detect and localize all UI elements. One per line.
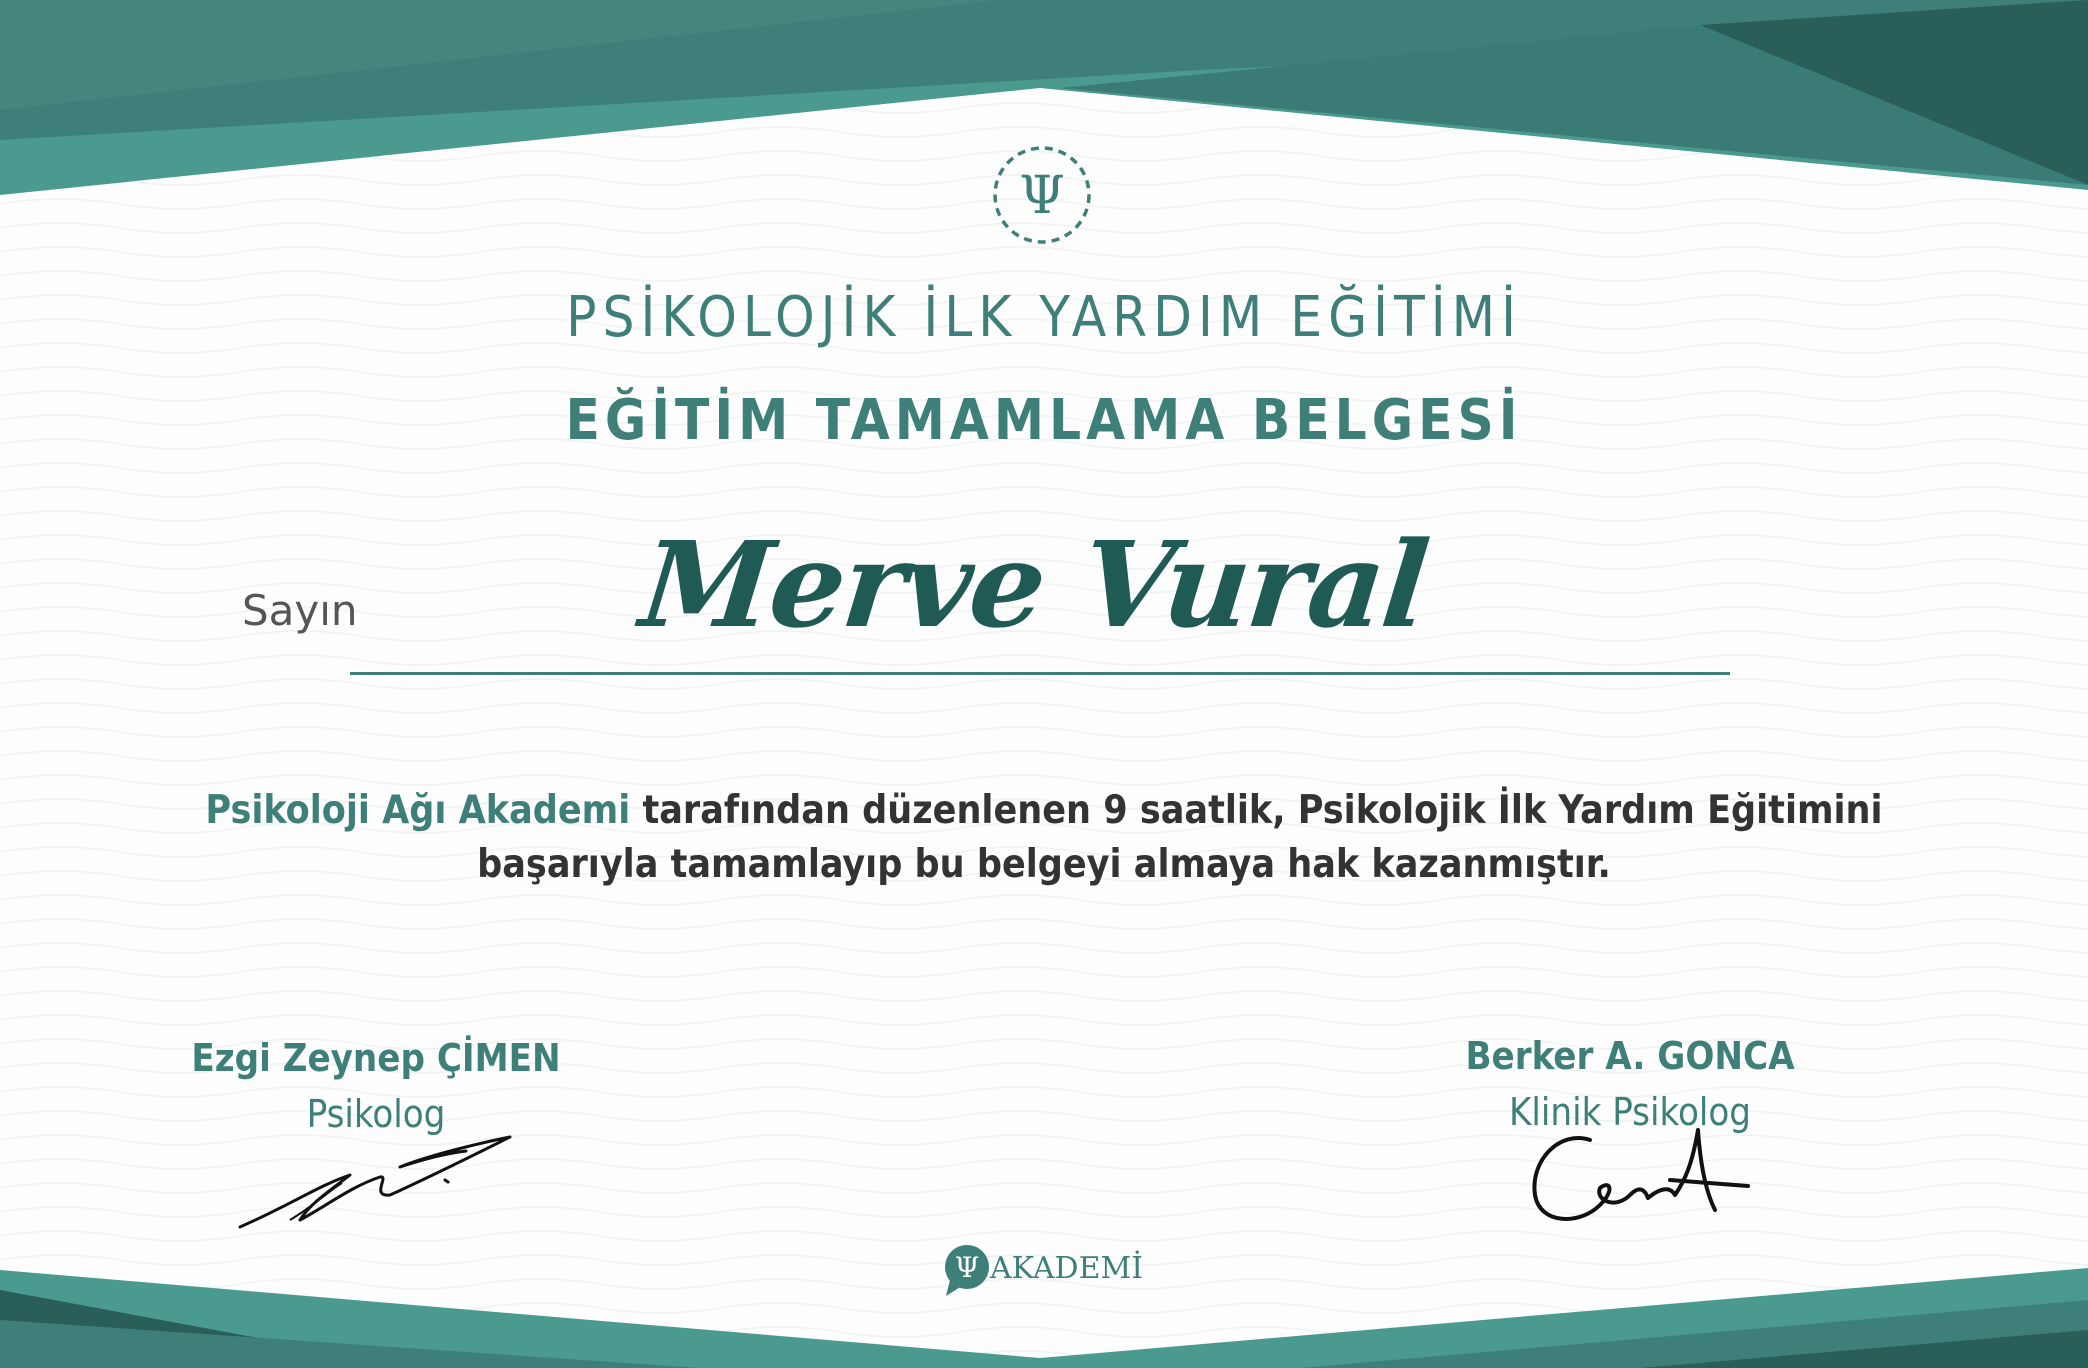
psi-speech-bubble-icon	[940, 1242, 994, 1298]
body-line-2: başarıyla tamamlayıp bu belgeyi almaya hak kazanmıştır.	[477, 842, 1611, 887]
organization-name: Psikoloji Ağı Akademi	[205, 788, 631, 833]
svg-text:Ψ: Ψ	[1019, 166, 1065, 226]
certificate-body	[140, 784, 1948, 892]
footer-brand	[940, 1242, 1150, 1298]
signatory-right-name: Berker A. GONCA	[1465, 1034, 1795, 1078]
certificate-subtitle: EĞİTİM TAMAMLAMA BELGESİ	[565, 388, 1523, 453]
signatory-left-name: Ezgi Zeynep ÇİMEN	[191, 1036, 561, 1080]
footer-brand-text: AKADEMİ	[990, 1251, 1144, 1286]
signatory-left-title: Psikolog	[306, 1092, 446, 1136]
psi-logo-icon	[990, 143, 1094, 247]
certificate-title: PSİKOLOJİK İLK YARDIM EĞİTİMİ	[566, 285, 1522, 350]
salutation: Sayın	[242, 586, 358, 635]
signatory-right-title: Klinik Psikolog	[1509, 1090, 1751, 1134]
name-underline	[350, 672, 1730, 675]
body-line-1: tarafından düzenlenen 9 saatlik, Psikolojik İlk Yardım Eğitimini	[630, 788, 1883, 833]
recipient-name: Merve Vural	[634, 515, 1434, 654]
signature-left	[230, 1125, 520, 1235]
signature-right	[1520, 1110, 1760, 1240]
svg-text:Ψ: Ψ	[954, 1251, 980, 1284]
